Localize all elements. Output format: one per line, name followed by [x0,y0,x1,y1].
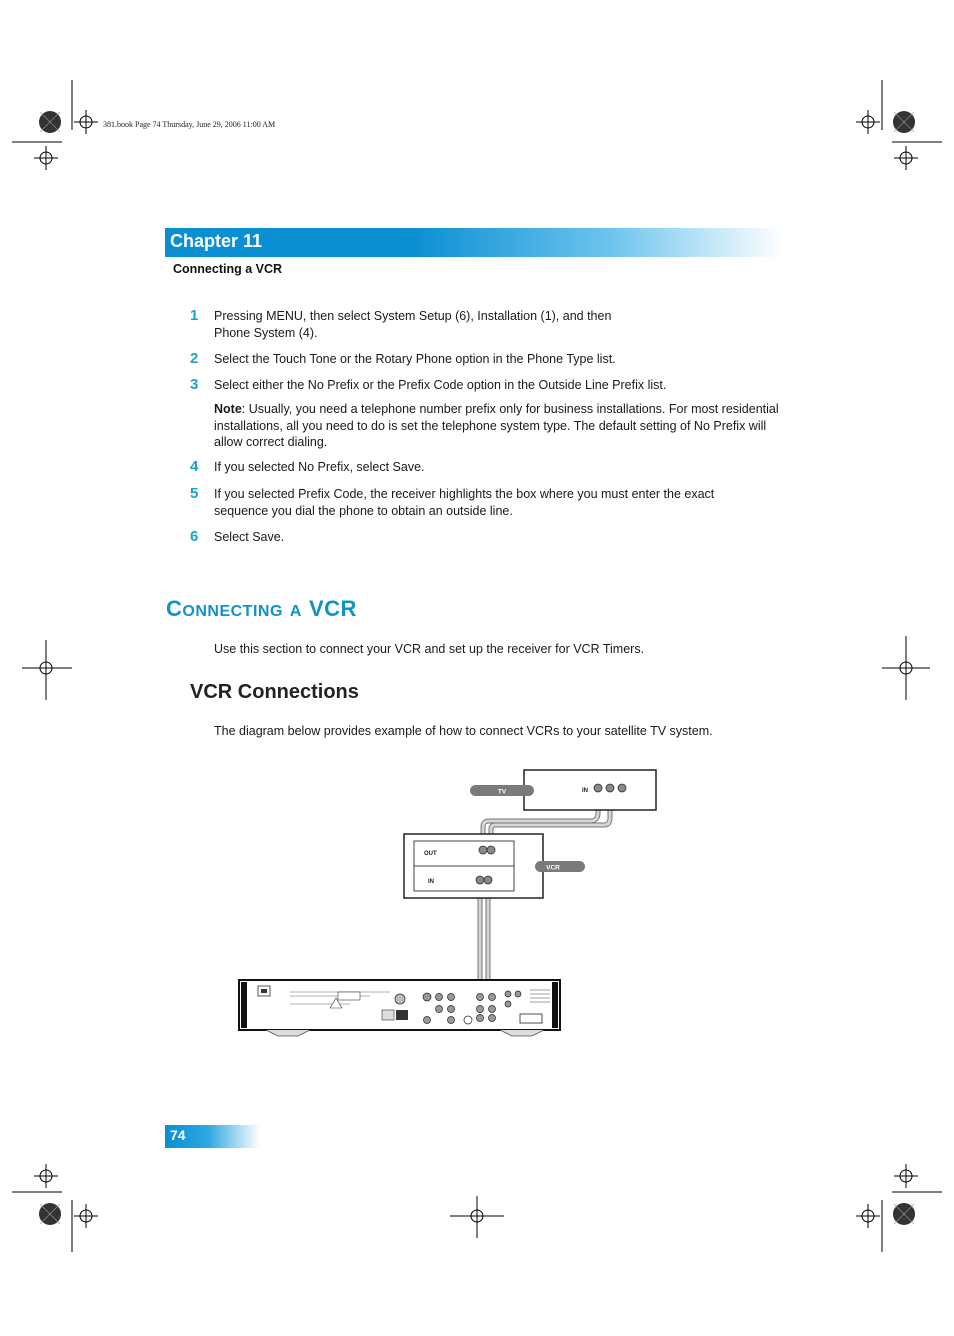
vcr-connection-diagram [230,760,670,1050]
step-number: 4 [190,458,199,475]
vcr-in-label: IN [428,879,434,885]
step-text: If you selected No Prefix, select Save. [214,460,425,474]
chapter-label: Chapter 11 [170,231,263,251]
subsection-title: VCR Connections [190,681,359,703]
page-number-bar [165,1125,260,1148]
tv-box [524,770,656,810]
receiver-rear-panel [239,980,560,1036]
chapter-bar [165,228,782,257]
running-head: Connecting a VCR [173,262,283,276]
vcr-out-label: OUT [424,851,437,857]
page-number: 74 [170,1127,186,1143]
note-paragraph [214,401,789,451]
step-number: 2 [190,350,199,367]
subsection-intro: The diagram below provides example of how to connect VCRs to your satellite TV system. [214,724,713,738]
step-number: 6 [190,528,199,545]
print-header: 381.book Page 74 Thursday, June 29, 2006 11:00 AM [103,120,276,129]
step-text: Pressing MENU, then select System Setup (6), Installation (1), and then Phone System (4). [214,309,612,340]
step-text: Select Save. [214,530,285,544]
section-title-initial: C [166,596,183,621]
section-title-vcr: VCR [308,596,357,621]
step-text: Select the Touch Tone or the Rotary Phone option in the Phone Type list. [214,352,616,366]
step-text: If you selected Prefix Code, the receiver highlights the box where you must enter the exact sequence you dial the phone to obtain an outside line. [214,487,715,518]
note-label: Note [214,402,242,416]
section-title [166,596,357,622]
vcr-tag-pill [535,861,585,872]
section-intro: Use this section to connect your VCR and set up the receiver for VCR Timers. [214,642,645,656]
step-number: 5 [190,485,199,502]
step-number: 1 [190,307,199,324]
section-title-article: A [289,603,302,620]
vcr-tag: VCR [546,864,560,872]
note-text: : Usually, you need a telephone number prefix only for business installations. For most residential installations, all you need to do is set the telephone system type. The default setting of No Prefix will allow correct dialing. [214,402,779,449]
tv-in-label: IN [582,788,588,794]
step-number: 3 [190,376,199,393]
tv-tag: TV [497,788,507,796]
step-text: Select either the No Prefix or the Prefix Code option in the Outside Line Prefix list. [214,378,667,392]
section-title-rest: ONNECTING [182,603,283,620]
